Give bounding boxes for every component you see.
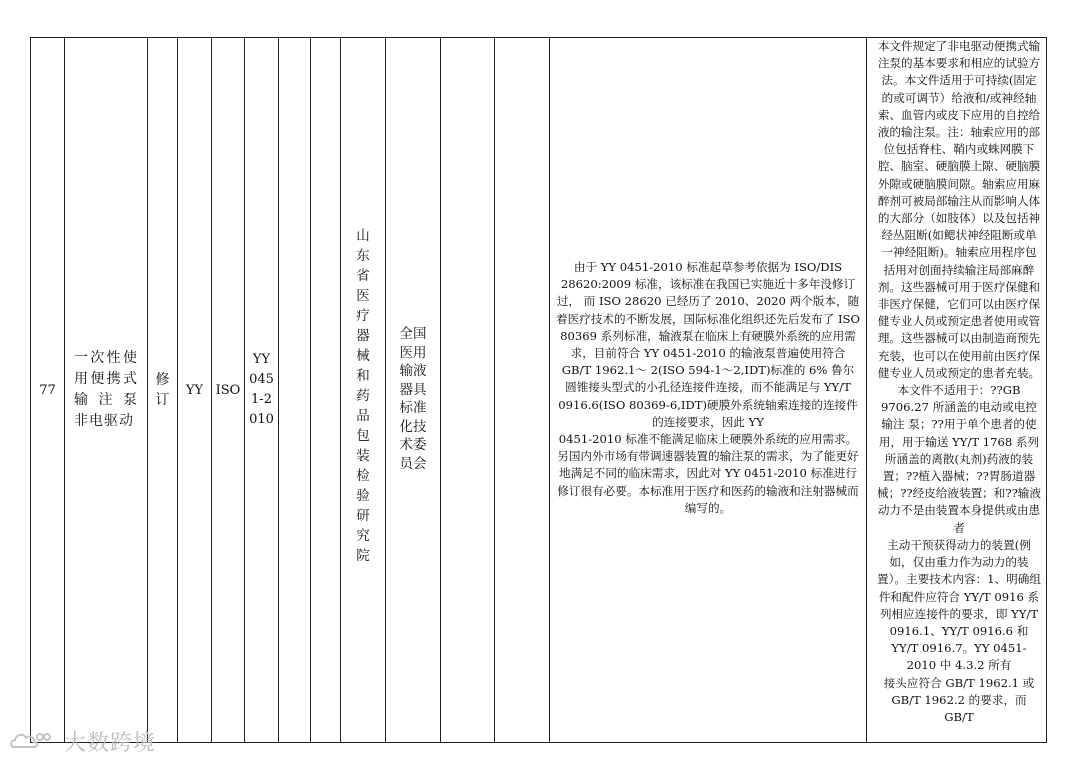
watermark [8, 726, 156, 759]
cell-scope [866, 37, 1047, 743]
cell-index [30, 37, 64, 743]
cell-standard-name [64, 37, 147, 743]
cell-adopted [211, 37, 244, 743]
cell-level [177, 37, 211, 743]
replaced-standard: YY 0451-2010 [249, 352, 274, 427]
drafting-unit: 山东省医疗器械和药品包装检验研究院 [356, 228, 370, 564]
cell-empty-1 [278, 37, 310, 743]
cloud-logo-icon [8, 729, 52, 759]
scope-and-content: 本文件规定了非电驱动便携式输注泵的基本要求和相应的试验方法。本文件适用于可持续(固定的或可调节）给液和/或神经轴索、血管内或皮下应用的自控给液的输注泵。注：轴索应用的部位包括脊柱、鞘内或蛛网膜下腔、脑室、硬脑膜上隙、硬脑膜外隙或硬脑膜间隙。轴索应用麻醉剂可被局部输注从而影响人体的大部分（如肢体）以及包括神经丛阻断(如鳃状神经阻断或单一神经阻断)。轴索应用程序包括用对创面持续输注局部麻醉剂。这些器械可用于医疗保健和非医疗保健，它们可以由医疗保健专业人员或预定患者使用或管理。这些器械可以由制造商预先充装，也可以在使用前由医疗保健专业人员或预定的患者充装。本文件不适用于：??GB 9706.27 所涵盖的电动或电控输注 泵；??用于单个患者的使用，用于输送 YY/T 1768 系列所涵盖的离散(丸剂)药液的装置；??植入器械；??胃肠道器械；??经皮给液装置；和??输液动力不是由装置本身提供或由患者 主动干预获得动力的装置(例如，仅由重力作为动力的装置）。主要技术内容：1、明确组件和配件应符合 YY/T 0916 系列相应连接件的要求，即 YY/T 0916.1、YY/T 0916.6 和 YY/T 0916.7。YY 0451-2010 中 4.3.2 所有 接头应符合 GB/T 1962.1 或GB/T 1962.2 的要求，而GB/T [877, 39, 1041, 724]
cell-empty-4 [494, 37, 549, 743]
cell-revision-reason [549, 37, 866, 743]
row-index: 77 [39, 382, 56, 398]
cell-drafting-unit [340, 37, 385, 743]
committee: 全国医用输液器具标准化技术委员会 [399, 326, 427, 472]
cell-empty-3 [440, 37, 494, 743]
cell-committee [385, 37, 440, 743]
standard-name: 一次性使用便携式输注泵 非电驱动 [74, 350, 138, 429]
cell-empty-2 [310, 37, 340, 743]
watermark-text: 大数跨境 [64, 731, 157, 756]
standard-level: YY [185, 382, 204, 398]
cell-type [147, 37, 177, 743]
revision-type: 修订 [155, 372, 170, 408]
table-row [30, 37, 1047, 743]
adopted-standard: ISO [215, 382, 241, 398]
revision-reason: 由于 YY 0451-2010 标准起草参考依据为 ISO/DIS 28620:2009 标准，该标准在我国已实施近十多年没修订过， 而 ISO 28620 已经历了 2010、2020 两个版本，随着医疗技术的不断发展，国际标准化组织还先后发布了 ISO 80369 系列标准，输液泵在临床上有硬膜外系统的应用需求，目前符合 YY 0451-2010 的输液泵普遍使用符合 GB/T 1962.1～ 2(ISO 594-1～2,IDT)标准的 6% 鲁尔圆锥接头型式的小孔径连接件连接，而不能满足与 YY/T 0916.6(ISO 80369-6,IDT)硬膜外系统轴索连接的连接件的连接要求，因此 YY 0451-2010 标准不能满足临床上硬膜外系统的应用需求。另国内外市场有带调速器装置的输注泵的需求，为了能更好地满足不同的临床需求，因此对 YY 0451-2010 标准进行修订很有必要。本标准用于医疗和医药的输液和注射器械而编写的。 [556, 259, 860, 515]
cell-replaced-standard [244, 37, 278, 743]
